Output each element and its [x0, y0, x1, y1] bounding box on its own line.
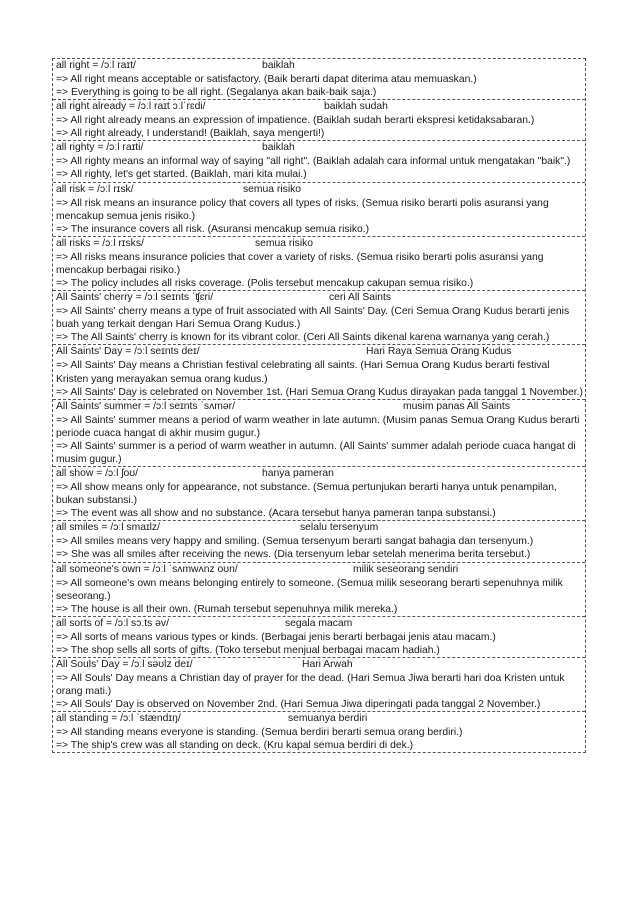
meaning-text: => All righty means an informal way of saying "all right". (Baiklah adalah cara informal untuk mengatakan "baik".) — [56, 156, 571, 168]
vocabulary-entry — [53, 617, 585, 658]
term-translation: musim panas All Saints — [403, 400, 510, 412]
vocabulary-entry — [53, 291, 585, 345]
entry-heading — [56, 617, 583, 631]
term-pronunciation: all risk = /ɔːl rɪsk/ — [56, 183, 134, 195]
term-pronunciation: All Saints' cherry = /ɔːl seɪnts ˈʧɛri/ — [56, 292, 214, 304]
example-sentence: => All Saints' Day is celebrated on November 1st. (Hari Semua Orang Kudus dirayakan pada tanggal 1 November.) — [56, 386, 583, 398]
meaning-text: => All smiles means very happy and smiling. (Semua tersenyum berarti sangat bahagia dan tersenyum.) — [56, 536, 534, 548]
term-pronunciation: All Saints' Day = /ɔːl seɪnts deɪ/ — [56, 346, 200, 358]
term-translation: Hari Arwah — [302, 659, 353, 670]
term-translation: selalu tersenyum — [300, 522, 379, 534]
meaning-text: => All risk means an insurance policy that covers all types of risks. (Semua risiko berarti polis asuransi yang mencakup semua jenis risiko.) — [56, 197, 549, 222]
meaning-text: => All show means only for appearance, not substance. (Semua pertunjukan berarti hanya untuk penampilan, bukan substansi.) — [56, 482, 557, 507]
example-sentence: => All Saints' summer is a period of warm weather in autumn. (All Saints' summer adalah periode cuaca hangat di musim gugur.) — [56, 440, 576, 465]
term-translation: baiklah — [262, 60, 295, 71]
entry-heading — [56, 291, 583, 305]
entry-heading — [56, 183, 583, 197]
entry-heading — [56, 563, 583, 577]
term-pronunciation: all righty = /ɔːl raɪti/ — [56, 142, 144, 154]
example-sentence: => She was all smiles after receiving the news. (Dia tersenyum lebar setelah menerima berita tersebut.) — [56, 549, 531, 561]
vocabulary-entry — [53, 658, 585, 712]
vocabulary-entry — [53, 237, 585, 291]
entry-heading — [56, 59, 583, 73]
entry-heading — [56, 658, 583, 672]
term-translation: baiklah sudah — [324, 101, 388, 113]
vocabulary-entry — [53, 521, 585, 562]
entry-heading — [56, 521, 583, 535]
term-pronunciation: all show = /ɔːl ʃoʊ/ — [56, 468, 139, 480]
example-sentence: => All right already, I understand! (Baiklah, saya mengerti!) — [56, 128, 325, 140]
entry-heading — [56, 100, 583, 114]
term-pronunciation: All Souls' Day = /ɔːl səʊlz deɪ/ — [56, 659, 193, 670]
meaning-text: => All right already means an expression of impatience. (Baiklah sudah berarti ekspresi ketidaksabaran.) — [56, 115, 535, 127]
term-pronunciation: all right = /ɔːl raɪt/ — [56, 60, 136, 71]
example-sentence: => The policy includes all risks coverage. (Polis tersebut mencakup cakupan semua risiko.) — [56, 278, 474, 290]
term-translation: baiklah — [262, 142, 295, 154]
term-pronunciation: all smiles = /ɔːl smaɪlz/ — [56, 522, 160, 534]
example-sentence: => The insurance covers all risk. (Asuransi mencakup semua risiko.) — [56, 223, 370, 235]
meaning-text: => All Saints' cherry means a type of fruit associated with All Saints' Day. (Ceri Semua Orang Kudus berarti jenis buah yang terkait dengan Hari Semua Orang Kudus.) — [56, 306, 570, 331]
meaning-text: => All Souls' Day means a Christian day of prayer for the dead. (Hari Semua Jiwa berarti hari doa Kristen untuk orang mati.) — [56, 673, 565, 698]
term-translation: segala macam — [285, 617, 353, 629]
term-translation: semua risiko — [243, 183, 302, 195]
vocabulary-list — [52, 58, 586, 753]
entry-heading — [56, 467, 583, 481]
term-translation: milik seseorang sendiri — [353, 563, 459, 575]
example-sentence: => All righty, let's get started. (Baiklah, mari kita mulai.) — [56, 169, 307, 181]
example-sentence: => The house is all their own. (Rumah tersebut sepenuhnya milik mereka.) — [56, 603, 398, 615]
entry-heading — [56, 400, 583, 414]
term-translation: Hari Raya Semua Orang Kudus — [366, 346, 512, 358]
term-pronunciation: all right already = /ɔːl raɪt ɔːlˈrɛdi/ — [56, 101, 206, 113]
entry-heading — [56, 237, 583, 251]
vocabulary-entry — [53, 59, 585, 100]
example-sentence: => The All Saints' cherry is known for its vibrant color. (Ceri All Saints dikenal karena warnanya yang cerah.) — [56, 332, 550, 344]
meaning-text: => All someone's own means belonging entirely to someone. (Semua milik seseorang berarti sepenuhnya milik seseorang.) — [56, 577, 563, 602]
term-pronunciation: All Saints' summer = /ɔːl seɪnts ˈsʌmər/ — [56, 400, 235, 412]
example-sentence: => The ship's crew was all standing on deck. (Kru kapal semua berdiri di dek.) — [56, 740, 414, 752]
term-pronunciation: all sorts of = /ɔːl sɔːts əv/ — [56, 617, 169, 629]
term-translation: ceri All Saints — [329, 292, 392, 304]
meaning-text: => All right means acceptable or satisfactory. (Baik berarti dapat diterima atau memuaskan.) — [56, 74, 477, 85]
term-pronunciation: all risks = /ɔːl rɪsks/ — [56, 237, 144, 249]
vocabulary-entry — [53, 467, 585, 521]
example-sentence: => Everything is going to be all right. (Segalanya akan baik-baik saja.) — [56, 87, 377, 99]
vocabulary-entry — [53, 141, 585, 182]
term-translation: semuanya berdiri — [288, 713, 368, 725]
vocabulary-entry — [53, 345, 585, 399]
vocabulary-entry — [53, 400, 585, 467]
term-translation: semua risiko — [255, 237, 314, 249]
vocabulary-entry — [53, 563, 585, 617]
vocabulary-entry — [53, 183, 585, 237]
entry-heading — [56, 141, 583, 155]
term-pronunciation: all someone's own = /ɔːl ˈsʌmwʌnz oʊn/ — [56, 563, 238, 575]
vocabulary-entry — [53, 100, 585, 141]
example-sentence: => The event was all show and no substance. (Acara tersebut hanya pameran tanpa substansi.) — [56, 508, 496, 520]
term-pronunciation: all standing = /ɔːl ˈstændɪŋ/ — [56, 713, 181, 725]
meaning-text: => All sorts of means various types or kinds. (Berbagai jenis berarti berbagai jenis atau macam.) — [56, 631, 496, 643]
entry-heading — [56, 345, 583, 359]
example-sentence: => The shop sells all sorts of gifts. (Toko tersebut menjual berbagai macam hadiah.) — [56, 644, 440, 656]
meaning-text: => All Saints' Day means a Christian festival celebrating all saints. (Hari Semua Orang Kudus berarti festival Kristen yang merayakan semua orang kudus.) — [56, 360, 550, 385]
entry-heading — [56, 712, 583, 726]
meaning-text: => All Saints' summer means a period of warm weather in late autumn. (Musim panas Semua Orang Kudus berarti periode cuaca hangat di akhir musim gugur.) — [56, 414, 580, 439]
example-sentence: => All Souls' Day is observed on November 2nd. (Hari Semua Jiwa diperingati pada tanggal 2 November.) — [56, 699, 541, 711]
vocabulary-entry — [53, 712, 585, 752]
meaning-text: => All standing means everyone is standing. (Semua berdiri berarti semua orang berdiri.) — [56, 727, 463, 739]
meaning-text: => All risks means insurance policies that cover a variety of risks. (Semua risiko berarti polis asuransi yang mencakup berbagai risiko.) — [56, 251, 544, 276]
term-translation: hanya pameran — [262, 468, 334, 480]
